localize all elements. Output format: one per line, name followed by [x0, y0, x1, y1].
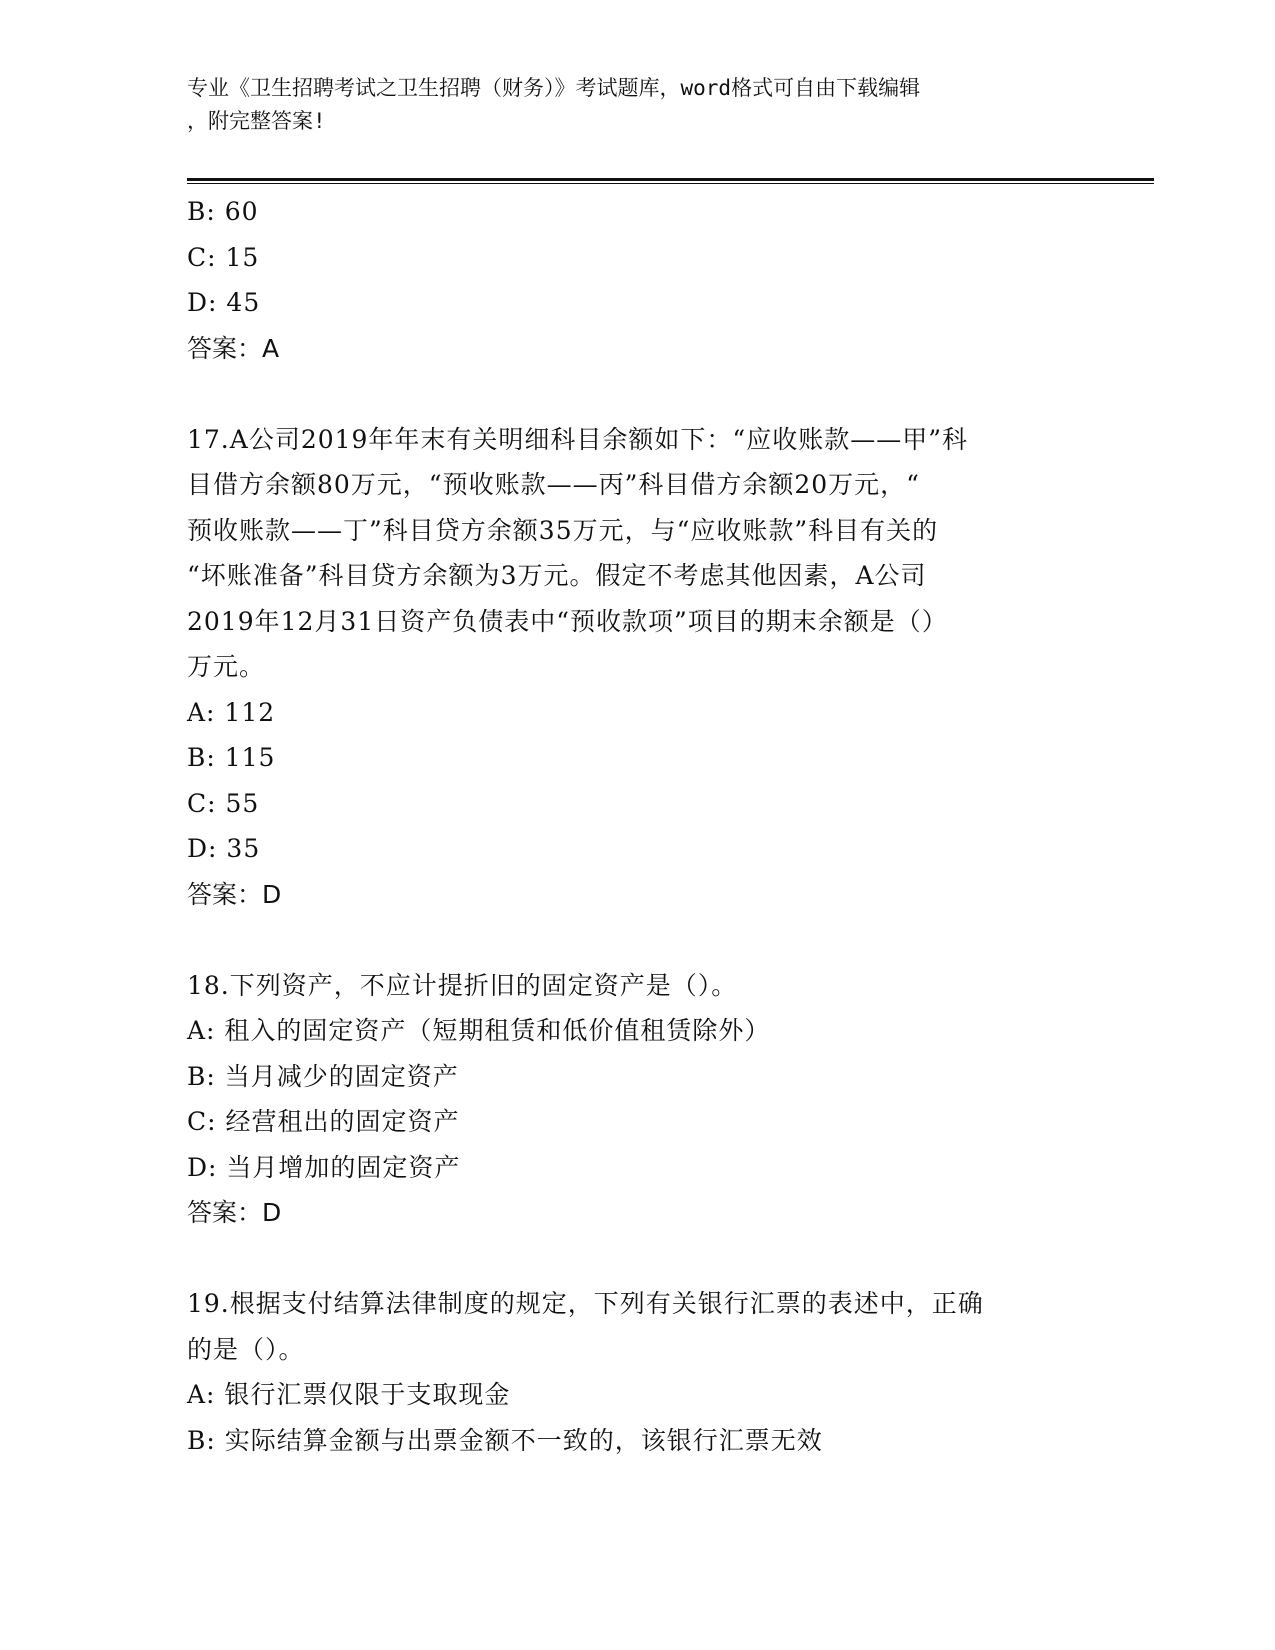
option-d: D: 当月增加的固定资产 [187, 1152, 461, 1182]
question-19 [187, 1281, 1087, 1463]
question-text-line: 2019年12月31日资产负债表中“预收款项”项目的期末余额是（） [187, 606, 948, 636]
spacer [187, 371, 1087, 417]
spacer [187, 917, 1087, 963]
option-c: C: 经营租出的固定资产 [187, 1107, 460, 1136]
answer-line: 答案：A [187, 333, 280, 363]
answer-line: 答案：D [187, 879, 282, 909]
header-divider-thick [187, 178, 1154, 181]
spacer [187, 1236, 1087, 1282]
question-text-line: 目借方余额80万元，“预收账款——丙”科目借方余额20万元，“ [187, 470, 920, 499]
document-header [187, 72, 1087, 138]
header-line-2: ，附完整答案! [187, 109, 326, 133]
header-line-1: 专业《卫生招聘考试之卫生招聘（财务）》考试题库，word格式可自由下载编辑 [187, 76, 921, 100]
option-b: B: 115 [187, 743, 276, 772]
question-17 [187, 417, 1087, 918]
question-text-line: 18.下列资产，不应计提折旧的固定资产是（）。 [187, 970, 738, 1000]
header-divider-thin [187, 183, 1154, 184]
option-c: C: 15 [187, 242, 260, 272]
option-b: B: 实际结算金额与出票金额不一致的，该银行汇票无效 [187, 1425, 823, 1455]
option-d: D: 45 [187, 288, 261, 317]
question-content [187, 189, 1087, 1463]
question-text-line: “坏账准备”科目贷方余额为3万元。假定不考虑其他因素，A公司 [187, 561, 927, 590]
option-d: D: 35 [187, 834, 261, 863]
question-18 [187, 963, 1087, 1236]
option-b: B: 60 [187, 197, 259, 226]
question-text-line: 的是（）。 [187, 1334, 305, 1364]
question-16-tail [187, 189, 1087, 371]
option-a: A: 银行汇票仅限于支取现金 [187, 1380, 511, 1409]
option-b: B: 当月减少的固定资产 [187, 1061, 459, 1091]
question-text-line: 万元。 [187, 652, 266, 681]
question-text-line: 预收账款——丁”科目贷方余额35万元，与“应收账款”科目有关的 [187, 515, 939, 545]
option-c: C: 55 [187, 788, 260, 818]
option-a: A: 112 [187, 697, 276, 727]
question-text-line: 17.A公司2019年年末有关明细科目余额如下：“应收账款——甲”科 [187, 424, 968, 454]
answer-line: 答案：D [187, 1198, 282, 1227]
option-a: A: 租入的固定资产（短期租赁和低价值租赁除外） [187, 1016, 771, 1045]
question-text-line: 19.根据支付结算法律制度的规定，下列有关银行汇票的表述中，正确 [187, 1289, 984, 1318]
